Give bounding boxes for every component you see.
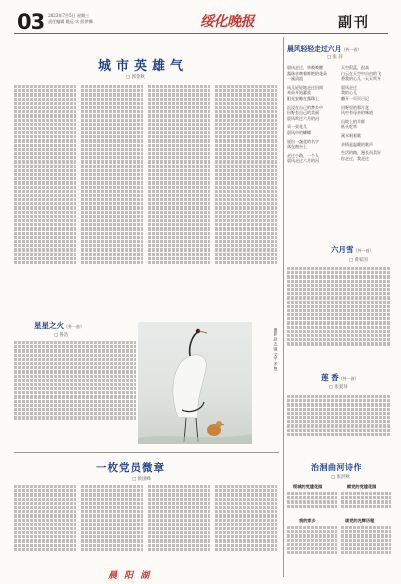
poem-line: 晨风走过 bbox=[341, 84, 357, 90]
paper-logo: 绥化晚报 bbox=[200, 14, 254, 30]
footer-logo: 晨 阳 湖 bbox=[108, 571, 152, 581]
article-byline: □ 张 萍 bbox=[327, 55, 343, 60]
section-rule bbox=[14, 452, 279, 453]
article-body-col-4 bbox=[215, 484, 277, 570]
article-body-col-2 bbox=[81, 484, 143, 570]
poem-line: 晨风走过，草被唤醒 bbox=[287, 65, 323, 70]
subsection-title: 我的家乡 bbox=[299, 518, 316, 523]
poem-col-right bbox=[341, 65, 391, 161]
poem-line: 田野里的那片花 bbox=[341, 104, 369, 110]
poem-col-left bbox=[287, 65, 337, 164]
poem-line: 晨风中的蝴蝶 bbox=[287, 129, 311, 135]
poem-line: 露珠亲吻着鲜艳的花朵 bbox=[287, 70, 327, 76]
poem-line: 将我的心儿一天天吹开 bbox=[341, 76, 381, 82]
poem-line: 白云在天空中自由的飞 bbox=[341, 70, 381, 76]
crane-photo-illustration bbox=[138, 322, 252, 444]
title-text: 晨风轻轻走过六月 bbox=[287, 45, 342, 53]
poem-line: 生活的路，漫长而美好 bbox=[341, 150, 381, 156]
section-title: 副刊 bbox=[338, 15, 370, 31]
title-suffix: （外一首） bbox=[64, 324, 84, 329]
masthead-rule bbox=[14, 33, 388, 34]
date-line: 2023年7月5日 星期三 bbox=[48, 13, 90, 18]
article-byline: □ 鲁浩 bbox=[54, 333, 69, 338]
poem-line: 风儿轻轻地走过田间 bbox=[287, 84, 323, 90]
article-byline: □ 郭金秋 bbox=[126, 75, 145, 80]
photo bbox=[138, 322, 252, 444]
poem-line: 亲情是温暖的歌声 bbox=[341, 141, 373, 147]
poem-line: 溪水唱着歌 bbox=[341, 132, 361, 138]
article-star bbox=[14, 320, 136, 445]
poem-line: 采一束花儿 bbox=[287, 124, 307, 130]
article-byline: □ 张爱珍 bbox=[329, 385, 348, 390]
poem-line: 走过小路，一个人 bbox=[287, 152, 319, 158]
article-city bbox=[14, 44, 279, 317]
poem-line: 低头吃草 bbox=[341, 124, 357, 130]
article-title: 城市英雄气 bbox=[98, 59, 189, 74]
poem-line: 晨风吹过六月的河 bbox=[287, 115, 319, 121]
article-body-col-1 bbox=[14, 484, 76, 570]
article-badge bbox=[14, 456, 279, 571]
page-number: 03 bbox=[17, 10, 45, 34]
article-title bbox=[34, 320, 84, 331]
poem-body bbox=[341, 525, 391, 567]
article-wind bbox=[287, 37, 391, 233]
article-body bbox=[14, 340, 136, 442]
article-body-col-1 bbox=[14, 84, 76, 316]
article-body bbox=[287, 266, 391, 366]
poem-line: 天空很蓝，很高 bbox=[341, 65, 369, 70]
poem-line: 说出一盏花的名字 bbox=[287, 138, 319, 144]
article-lotus bbox=[287, 372, 391, 452]
article-body-col-3 bbox=[148, 84, 210, 316]
poem-line: 翻开一页页日记 bbox=[341, 95, 369, 101]
poem-line: 风中有母亲的味道 bbox=[341, 110, 373, 116]
article-byline: □ 黄家国 bbox=[349, 258, 368, 263]
article-june-snow bbox=[287, 238, 391, 364]
poem-line: 田野有自己的美丽 bbox=[287, 110, 319, 116]
article-byline: □ 张洪秋 bbox=[331, 475, 350, 480]
article-title bbox=[287, 43, 391, 53]
poem-body bbox=[287, 491, 337, 515]
masthead bbox=[0, 0, 401, 42]
poem-line: 沉浸在自己的梦乡中 bbox=[287, 104, 323, 110]
article-title bbox=[321, 372, 359, 383]
title-suffix: （外一首） bbox=[338, 376, 359, 381]
poem-line: 山坡上的羊群 bbox=[341, 118, 365, 124]
subsection-title: 绥城的党建花园 bbox=[293, 484, 323, 489]
poem-line: 一溪清流 bbox=[287, 76, 303, 82]
title-text: 六月雪 bbox=[331, 245, 354, 254]
poem-line: 晨风走过六月的河 bbox=[287, 158, 319, 164]
editor-line: 责任编辑 姚远·实 彭伊娜 bbox=[48, 19, 93, 24]
subsection-title: 赋党的党建花园 bbox=[347, 484, 377, 489]
poem-body bbox=[341, 491, 391, 515]
article-body-col-4 bbox=[215, 84, 277, 316]
title-suffix: （外一首） bbox=[341, 47, 362, 52]
article-byline: □ 侯国峰 bbox=[132, 477, 151, 482]
article-body bbox=[287, 394, 391, 450]
article-title: 一枚党员微章 bbox=[96, 462, 165, 474]
title-text: 星星之火 bbox=[34, 321, 64, 330]
title-suffix: （外一首） bbox=[353, 248, 374, 253]
article-title: 治洄曲河诗作 bbox=[311, 462, 362, 472]
article-title bbox=[331, 244, 374, 255]
photo-caption: 摄影 赵 志 强 文字 宋 艳 bbox=[274, 328, 279, 371]
poem-line: 你走过，我走过 bbox=[341, 155, 369, 161]
poem-line: 阳光安睡在露珠上 bbox=[287, 95, 319, 101]
poem-body bbox=[287, 525, 337, 567]
poem-line: 麦苗开始灌浆 bbox=[287, 90, 311, 96]
article-body-col-3 bbox=[148, 484, 210, 570]
article-poetry bbox=[287, 458, 391, 573]
title-text: 莲 香 bbox=[321, 373, 339, 382]
poem-line: 落在窗台上 bbox=[287, 144, 307, 150]
subsection-title: 颂党的光辉历程 bbox=[345, 518, 375, 523]
poem-line: 我的心儿 bbox=[341, 90, 357, 96]
column-divider bbox=[283, 37, 284, 577]
article-body-col-2 bbox=[81, 84, 143, 316]
